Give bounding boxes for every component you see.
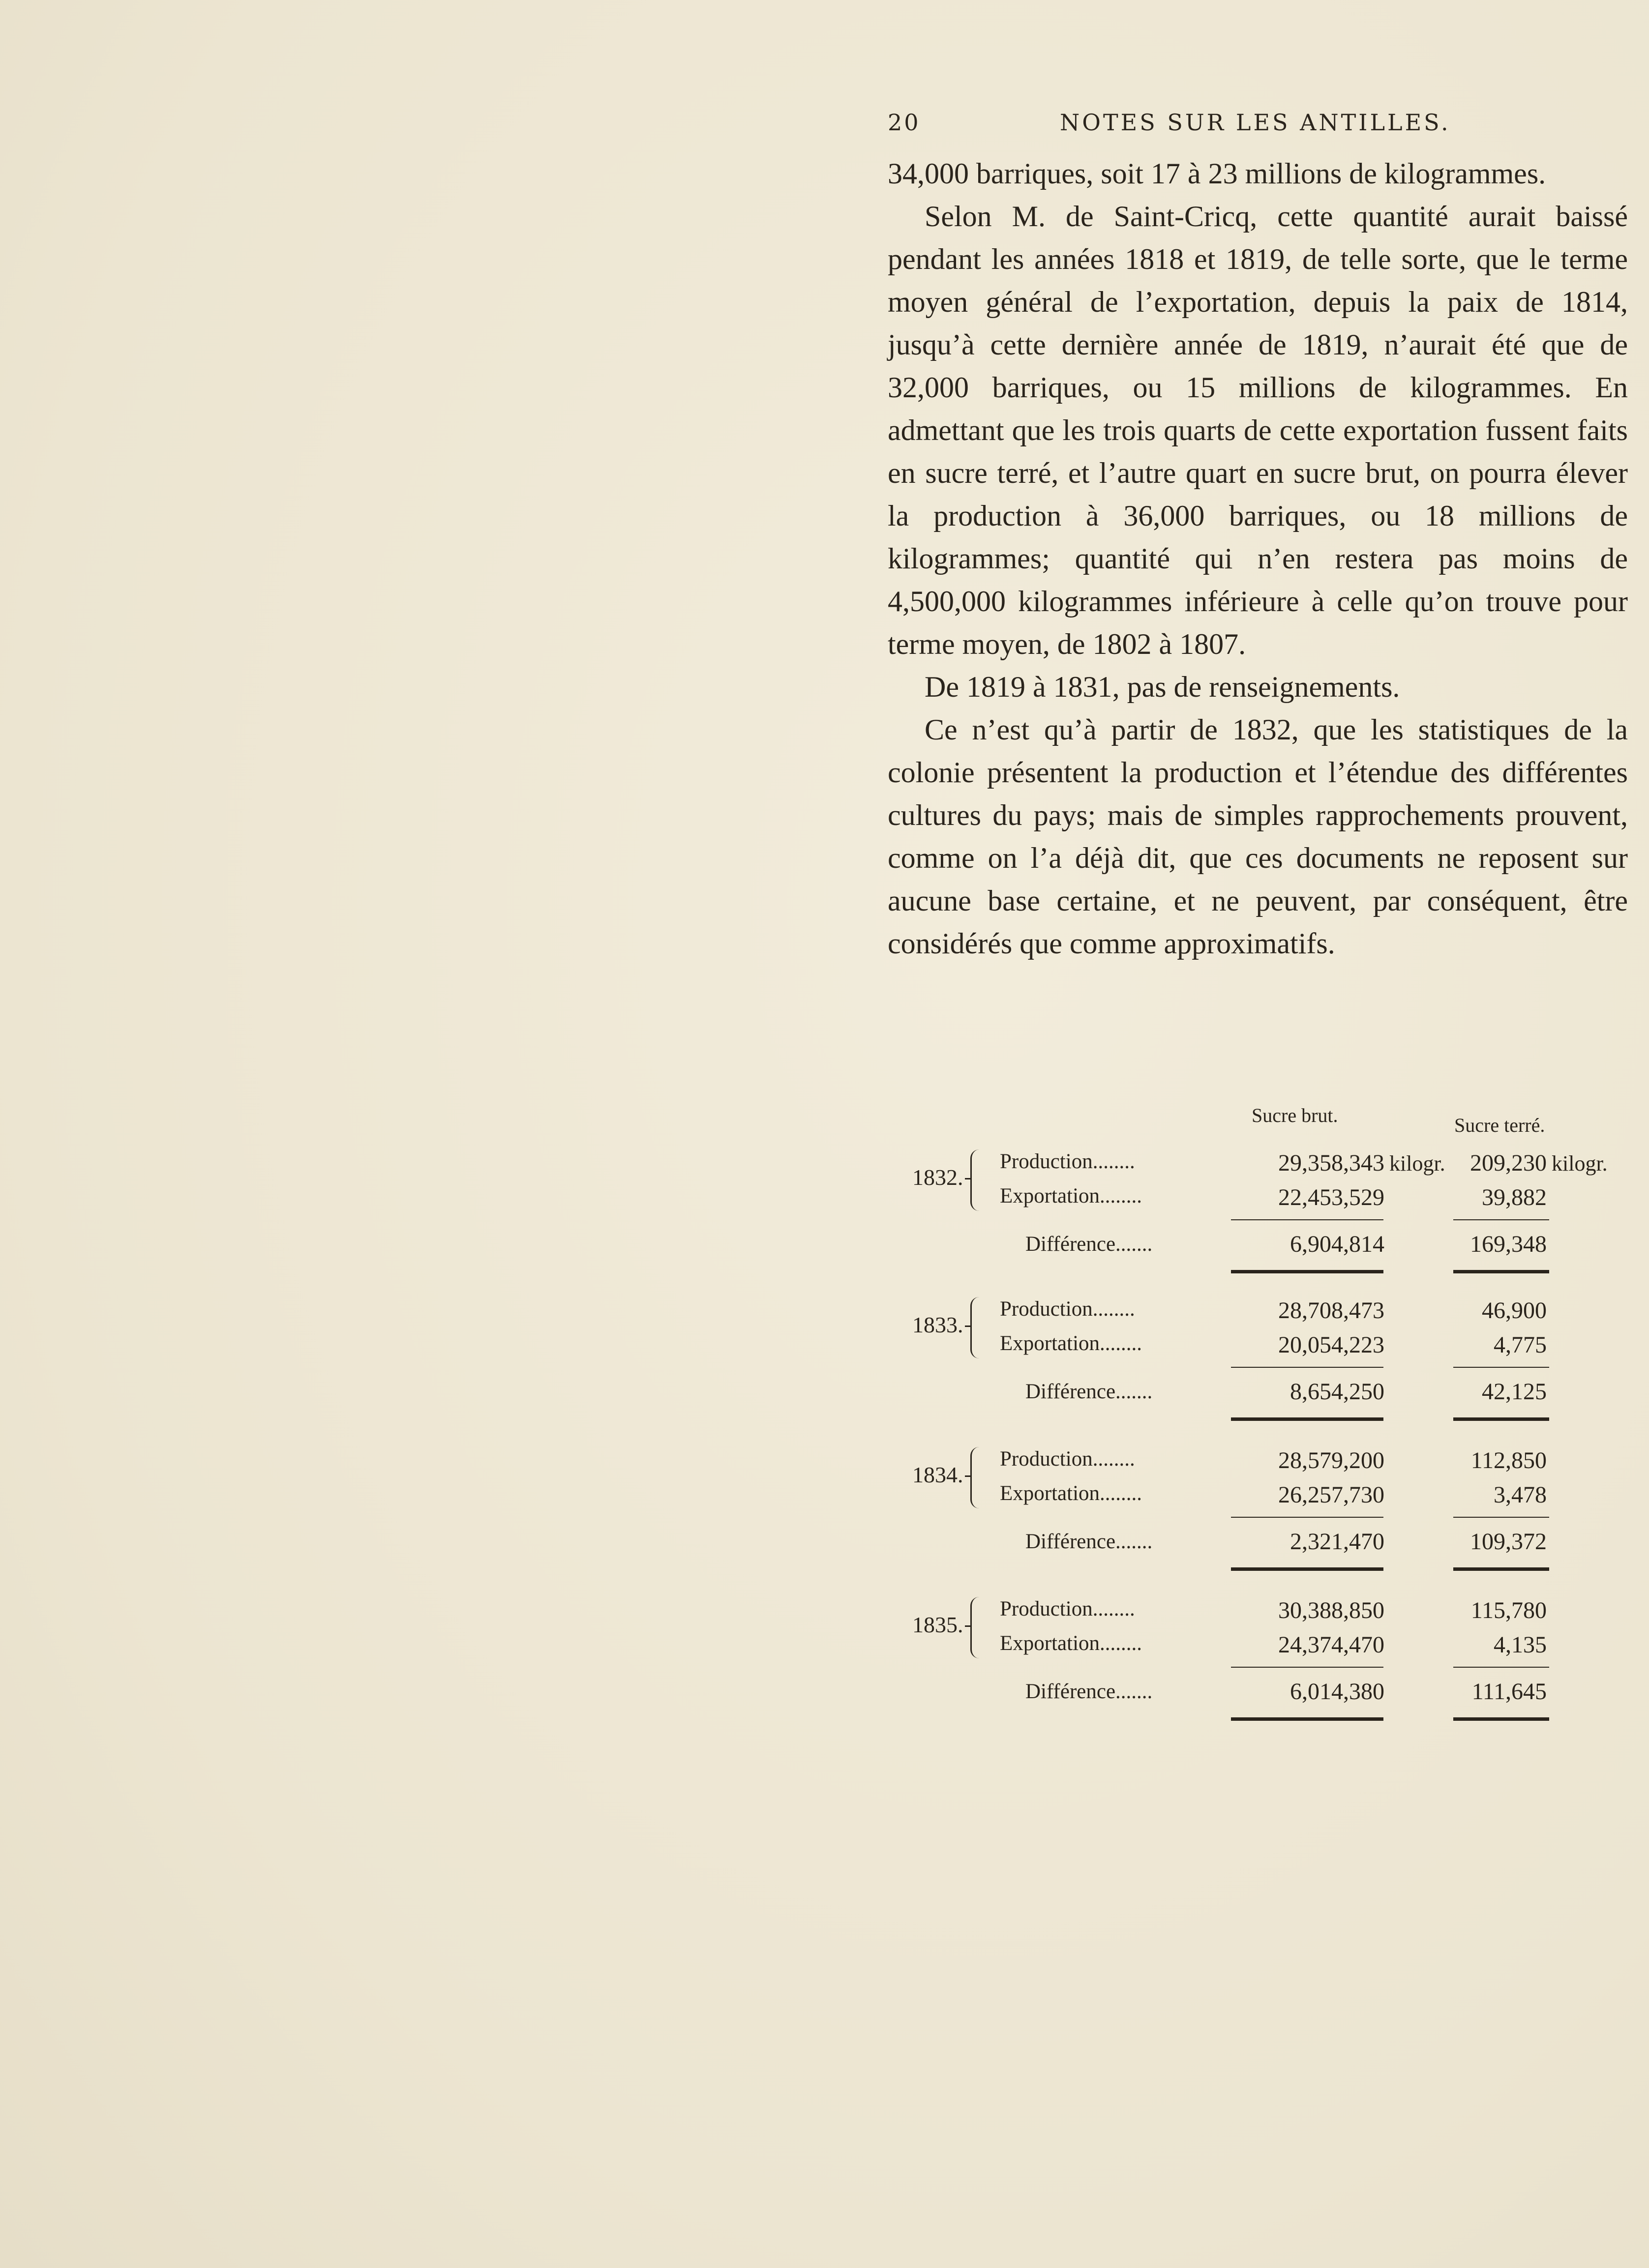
total-rule-terre <box>1453 1270 1549 1273</box>
year-block-1834 <box>888 1447 1630 1594</box>
year-label: 1835. <box>912 1612 963 1637</box>
difference-brut: 6,904,814 <box>1290 1231 1384 1257</box>
year-block-1832 <box>888 1149 1630 1297</box>
difference-terre: 42,125 <box>1482 1379 1547 1405</box>
brace <box>970 1149 983 1211</box>
column-header-brut: Sucre brut. <box>1252 1104 1338 1126</box>
paragraph-continuation: 34,000 barriques, soit 17 à 23 millions de kilogrammes. <box>888 157 1546 190</box>
difference-brut: 6,014,380 <box>1290 1679 1384 1705</box>
brace <box>970 1297 983 1358</box>
production-label: Production........ <box>1000 1150 1135 1173</box>
exportation-label: Exportation........ <box>1000 1184 1142 1208</box>
unit-terre: kilogr. <box>1552 1151 1608 1176</box>
sum-rule-brut <box>1231 1517 1383 1518</box>
difference-brut: 2,321,470 <box>1290 1529 1384 1555</box>
exportation-terre: 4,135 <box>1494 1632 1547 1658</box>
exportation-brut: 22,453,529 <box>1278 1184 1384 1210</box>
difference-brut: 8,654,250 <box>1290 1379 1384 1405</box>
production-brut: 28,579,200 <box>1278 1447 1384 1473</box>
total-rule-terre <box>1453 1717 1549 1721</box>
paragraph-statistics: Ce n’est qu’à partir de 1832, que les statistiques de la colonie présentent la production et l’étendue des différentes cultures du pays; mais de simples rapprochements prouvent, comme on l’a déjà dit, que ces documents ne reposent sur aucune base certaine, et ne peuvent, par conséquent, être considérés que comme approximatifs. <box>888 713 1628 960</box>
year-label: 1832. <box>912 1165 963 1190</box>
year-label: 1834. <box>912 1462 963 1487</box>
paragraph-no-information: De 1819 à 1831, pas de renseignements. <box>925 671 1400 703</box>
brace <box>970 1597 983 1658</box>
sum-rule-terre <box>1453 1367 1549 1368</box>
difference-terre: 169,348 <box>1470 1231 1547 1257</box>
year-block-1835 <box>888 1597 1630 1744</box>
production-terre: 115,780 <box>1470 1597 1547 1623</box>
exportation-label: Exportation........ <box>1000 1332 1142 1355</box>
total-rule-brut <box>1231 1567 1383 1571</box>
difference-label: Différence....... <box>1025 1680 1153 1703</box>
sum-rule-terre <box>1453 1667 1549 1668</box>
exportation-brut: 24,374,470 <box>1278 1632 1384 1658</box>
sugar-table <box>888 1104 1630 1743</box>
production-label: Production........ <box>1000 1597 1135 1620</box>
total-rule-brut <box>1231 1717 1383 1721</box>
brace <box>970 1447 983 1508</box>
sum-rule-terre <box>1453 1219 1549 1220</box>
unit-brut: kilogr. <box>1389 1151 1445 1176</box>
production-terre: 46,900 <box>1482 1297 1547 1324</box>
production-label: Production........ <box>1000 1297 1135 1321</box>
sum-rule-brut <box>1231 1367 1383 1368</box>
page-number: 20 <box>888 109 921 136</box>
difference-label: Différence....... <box>1025 1530 1153 1553</box>
total-rule-brut <box>1231 1270 1383 1273</box>
body-text <box>888 152 1628 965</box>
difference-terre: 111,645 <box>1471 1679 1547 1705</box>
production-brut: 28,708,473 <box>1278 1297 1384 1324</box>
year-block-1833 <box>888 1297 1630 1444</box>
exportation-brut: 20,054,223 <box>1278 1332 1384 1358</box>
exportation-terre: 3,478 <box>1494 1482 1547 1508</box>
year-label: 1833. <box>912 1312 963 1337</box>
sum-rule-brut <box>1231 1219 1383 1220</box>
sum-rule-brut <box>1231 1667 1383 1668</box>
difference-label: Différence....... <box>1025 1233 1153 1256</box>
exportation-label: Exportation........ <box>1000 1632 1142 1655</box>
exportation-terre: 39,882 <box>1482 1184 1547 1210</box>
difference-label: Différence....... <box>1025 1380 1153 1403</box>
total-rule-brut <box>1231 1417 1383 1421</box>
exportation-brut: 26,257,730 <box>1278 1482 1384 1508</box>
column-header-terre: Sucre terré. <box>1454 1114 1545 1136</box>
total-rule-terre <box>1453 1417 1549 1421</box>
production-brut: 30,388,850 <box>1278 1597 1384 1623</box>
sum-rule-terre <box>1453 1517 1549 1518</box>
difference-terre: 109,372 <box>1470 1529 1547 1555</box>
total-rule-terre <box>1453 1567 1549 1571</box>
production-label: Production........ <box>1000 1447 1135 1471</box>
production-terre: 112,850 <box>1470 1447 1547 1473</box>
production-terre: 209,230 <box>1470 1150 1547 1176</box>
production-brut: 29,358,343 <box>1278 1150 1384 1176</box>
running-title: NOTES SUR LES ANTILLES. <box>1060 109 1451 136</box>
exportation-terre: 4,775 <box>1494 1332 1547 1358</box>
paragraph-saint-cricq: Selon M. de Saint-Cricq, cette quantité aurait baissé pendant les années 1818 et 1819, de telle sorte, que le terme moyen général de l’exportation, depuis la paix de 1814, jusqu’à cette dernière année de 1819, n’aurait été que de 32,000 barriques, ou 15 millions de kilogrammes. En admettant que les trois quarts de cette exportation fussent faits en sucre terré, et l’autre quart en sucre brut, on pourra élever la production à 36,000 barriques, ou 18 millions de kilogrammes; quantité qui n’en restera pas moins de 4,500,000 kilogrammes inférieure à celle qu’on trouve pour terme moyen, de 1802 à 1807. <box>888 200 1628 660</box>
exportation-label: Exportation........ <box>1000 1482 1142 1505</box>
